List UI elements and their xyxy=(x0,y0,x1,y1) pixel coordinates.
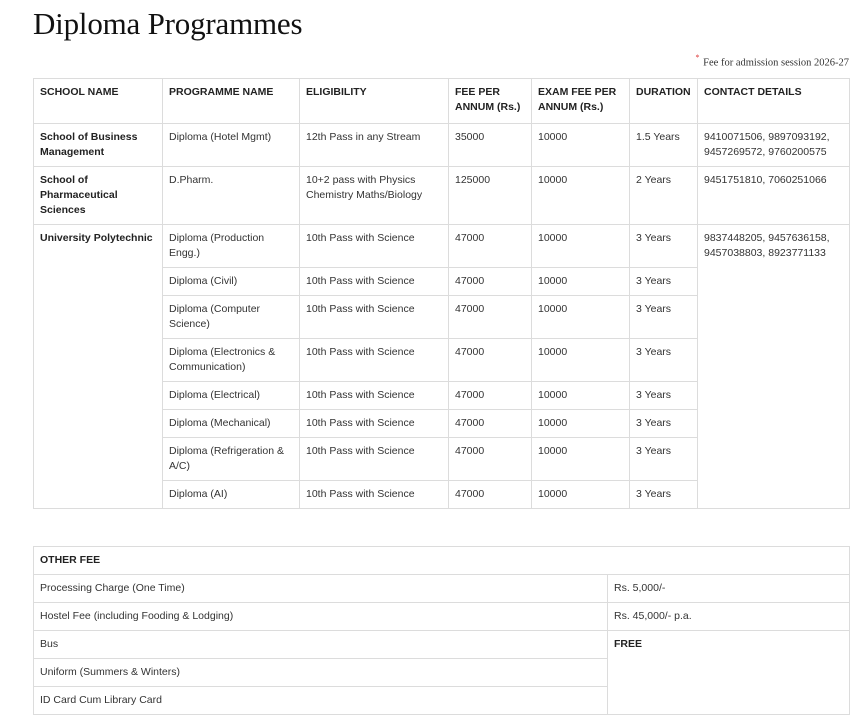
duration: 1.5 Years xyxy=(630,124,698,167)
fee-per-annum: 35000 xyxy=(449,124,532,167)
exam-fee: 10000 xyxy=(532,481,630,509)
programme-name: Diploma (Mechanical) xyxy=(163,410,300,438)
duration: 3 Years xyxy=(630,410,698,438)
free-value: FREE xyxy=(608,631,850,715)
fee-label: ID Card Cum Library Card xyxy=(34,687,608,715)
table-row xyxy=(34,124,850,167)
contact-details: 9410071506, 9897093192, 9457269572, 9760200575 xyxy=(698,124,850,167)
school-name: School of Pharmaceutical Sciences xyxy=(34,167,163,225)
programme-name: Diploma (Computer Science) xyxy=(163,296,300,339)
contact-details: 9837448205, 9457636158, 9457038803, 8923771133 xyxy=(698,225,850,509)
exam-fee: 10000 xyxy=(532,268,630,296)
fee-per-annum: 47000 xyxy=(449,438,532,481)
header-contact-details: CONTACT DETAILS xyxy=(698,79,850,124)
fee-value: Rs. 45,000/- p.a. xyxy=(608,603,850,631)
duration: 3 Years xyxy=(630,481,698,509)
fee-per-annum: 47000 xyxy=(449,339,532,382)
duration: 2 Years xyxy=(630,167,698,225)
header-programme-name: PROGRAMME NAME xyxy=(163,79,300,124)
header-eligibility: ELIGIBILITY xyxy=(300,79,449,124)
duration: 3 Years xyxy=(630,268,698,296)
programme-name: Diploma (Production Engg.) xyxy=(163,225,300,268)
eligibility: 10th Pass with Science xyxy=(300,225,449,268)
table-row xyxy=(34,575,850,603)
eligibility: 10th Pass with Science xyxy=(300,481,449,509)
eligibility: 10th Pass with Science xyxy=(300,296,449,339)
fee-label: Processing Charge (One Time) xyxy=(34,575,608,603)
fee-label: Uniform (Summers & Winters) xyxy=(34,659,608,687)
fee-per-annum: 47000 xyxy=(449,225,532,268)
eligibility: 10th Pass with Science xyxy=(300,382,449,410)
eligibility: 10th Pass with Science xyxy=(300,410,449,438)
fee-per-annum: 47000 xyxy=(449,481,532,509)
school-name: School of Business Management xyxy=(34,124,163,167)
duration: 3 Years xyxy=(630,339,698,382)
fee-per-annum: 47000 xyxy=(449,410,532,438)
exam-fee: 10000 xyxy=(532,225,630,268)
fee-value: Rs. 5,000/- xyxy=(608,575,850,603)
duration: 3 Years xyxy=(630,382,698,410)
diploma-programmes-table xyxy=(33,78,850,509)
programme-name: Diploma (Hotel Mgmt) xyxy=(163,124,300,167)
fee-per-annum: 125000 xyxy=(449,167,532,225)
exam-fee: 10000 xyxy=(532,410,630,438)
programme-name: Diploma (Electrical) xyxy=(163,382,300,410)
programme-name: Diploma (Refrigeration & A/C) xyxy=(163,438,300,481)
header-duration: DURATION xyxy=(630,79,698,124)
table-row xyxy=(34,225,850,268)
exam-fee: 10000 xyxy=(532,296,630,339)
contact-details: 9451751810, 7060251066 xyxy=(698,167,850,225)
fee-note-text: Fee for admission session 2026-27 xyxy=(703,57,849,69)
fee-label: Bus xyxy=(34,631,608,659)
programme-name: Diploma (Electronics & Communication) xyxy=(163,339,300,382)
other-fee-heading: OTHER FEE xyxy=(34,547,850,575)
table-row xyxy=(34,631,850,659)
table-row xyxy=(34,603,850,631)
fee-per-annum: 47000 xyxy=(449,382,532,410)
fee-note-asterisk: * xyxy=(695,53,700,62)
other-fee-header-row xyxy=(34,547,850,575)
exam-fee: 10000 xyxy=(532,124,630,167)
school-name: University Polytechnic xyxy=(34,225,163,509)
exam-fee: 10000 xyxy=(532,438,630,481)
header-school-name: SCHOOL NAME xyxy=(34,79,163,124)
page-title: Diploma Programmes xyxy=(33,6,303,41)
programme-name: Diploma (AI) xyxy=(163,481,300,509)
programme-name: Diploma (Civil) xyxy=(163,268,300,296)
eligibility: 10th Pass with Science xyxy=(300,339,449,382)
exam-fee: 10000 xyxy=(532,167,630,225)
header-fee-per-annum: FEE PER ANNUM (Rs.) xyxy=(449,79,532,124)
exam-fee: 10000 xyxy=(532,382,630,410)
header-exam-fee-per-annum: EXAM FEE PER ANNUM (Rs.) xyxy=(532,79,630,124)
table-header-row xyxy=(34,79,850,124)
duration: 3 Years xyxy=(630,438,698,481)
duration: 3 Years xyxy=(630,225,698,268)
fee-per-annum: 47000 xyxy=(449,296,532,339)
fee-per-annum: 47000 xyxy=(449,268,532,296)
programme-name: D.Pharm. xyxy=(163,167,300,225)
eligibility: 10th Pass with Science xyxy=(300,438,449,481)
eligibility: 12th Pass in any Stream xyxy=(300,124,449,167)
exam-fee: 10000 xyxy=(532,339,630,382)
eligibility: 10th Pass with Science xyxy=(300,268,449,296)
fee-session-note xyxy=(696,54,849,69)
other-fee-table xyxy=(33,546,850,715)
fee-label: Hostel Fee (including Fooding & Lodging) xyxy=(34,603,608,631)
table-row xyxy=(34,167,850,225)
duration: 3 Years xyxy=(630,296,698,339)
eligibility: 10+2 pass with Physics Chemistry Maths/Biology xyxy=(300,167,449,225)
